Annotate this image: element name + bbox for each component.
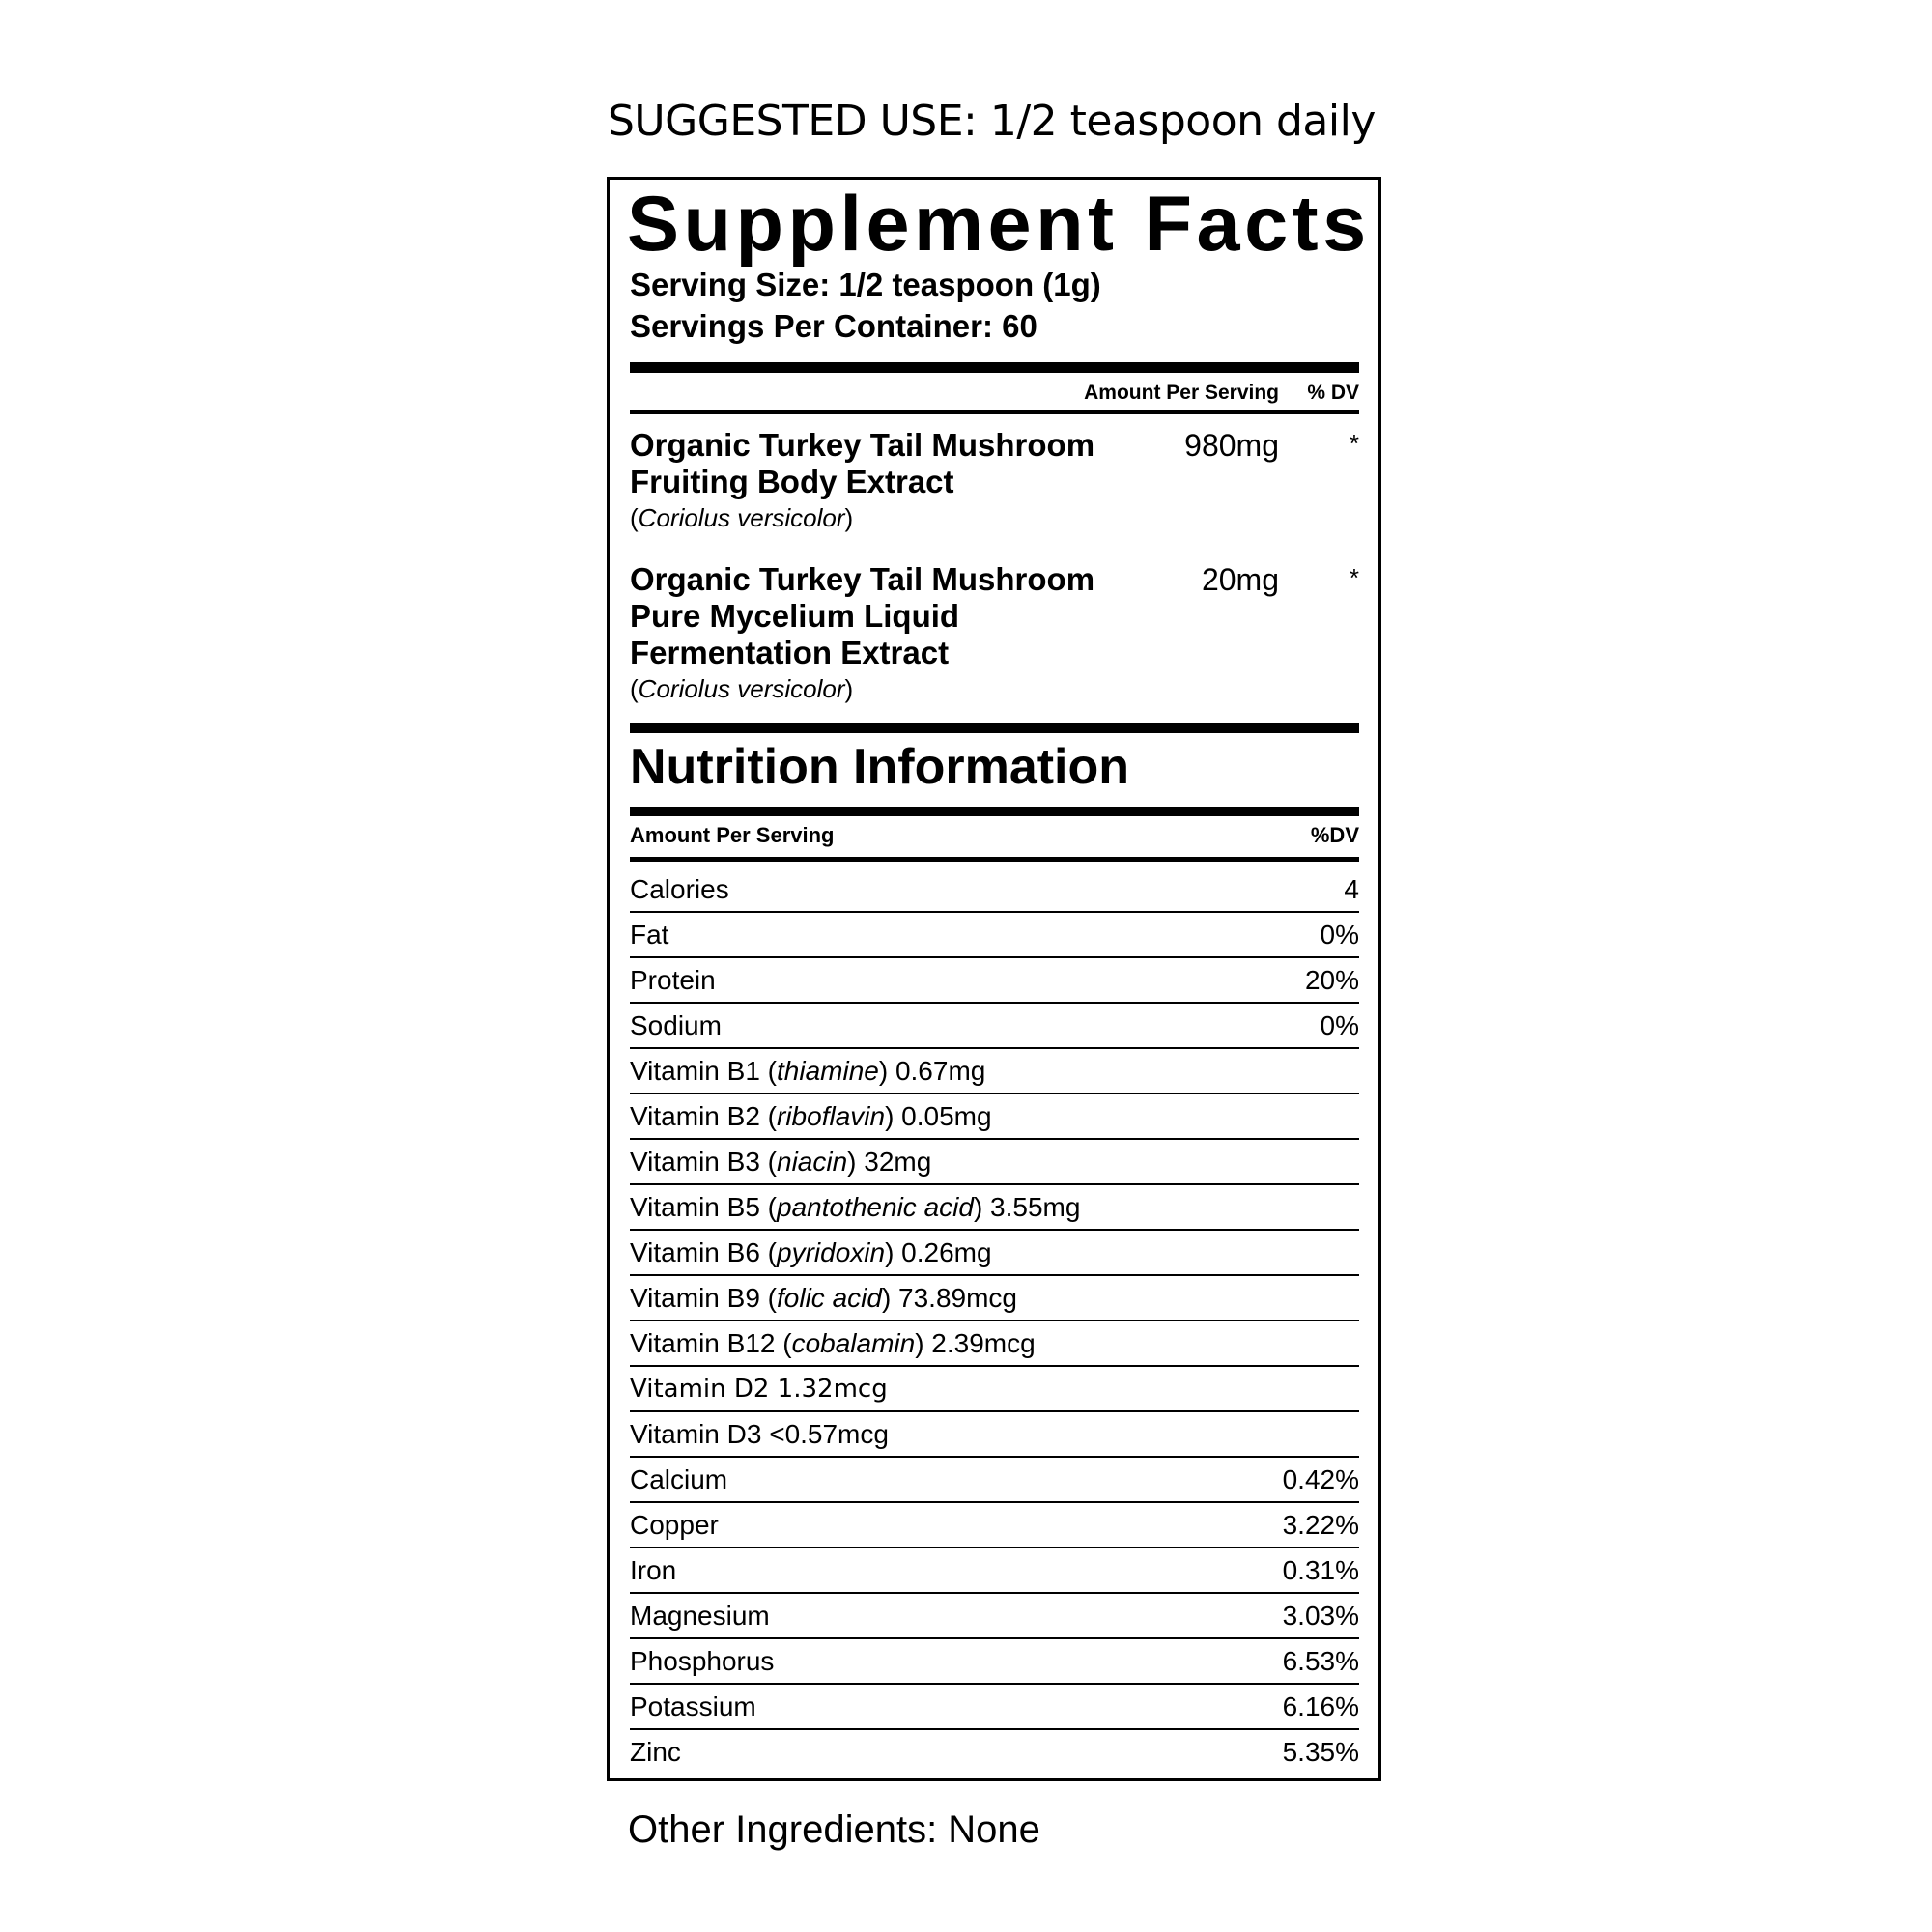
nutrient-label: Fat [630, 920, 669, 950]
nutrition-row [630, 913, 1359, 958]
thick-divider [630, 362, 1359, 373]
nutrition-row [630, 1367, 1359, 1412]
nutrition-row [630, 1685, 1359, 1730]
header-divider [630, 857, 1359, 862]
servings-per-container: Servings Per Container: 60 [630, 308, 1037, 344]
nutrition-row [630, 1049, 1359, 1094]
nutrient-value: 0.31% [1282, 1555, 1359, 1585]
nutrient-value: 6.16% [1282, 1691, 1359, 1721]
nutrition-row [630, 1503, 1359, 1548]
nutrition-row [630, 1594, 1359, 1639]
nutrient-value: 0% [1320, 920, 1359, 950]
nutrient-value: 0.42% [1282, 1464, 1359, 1494]
nutrient-value: 0% [1320, 1010, 1359, 1040]
nutrition-row [630, 1412, 1359, 1458]
ingredient-row [630, 561, 1359, 704]
nutrient-label: Zinc [630, 1737, 681, 1767]
nutrition-row [630, 1639, 1359, 1685]
nutrition-row [630, 867, 1359, 913]
nutrient-value: 20% [1304, 965, 1359, 995]
serving-size: Serving Size: 1/2 teaspoon (1g) [630, 267, 1101, 302]
thick-divider [630, 807, 1359, 816]
other-ingredients: Other Ingredients: None [628, 1808, 1040, 1851]
nutrient-value: 3.22% [1282, 1510, 1359, 1540]
nutrient-label: Sodium [630, 1010, 722, 1040]
nutrition-row [630, 1321, 1359, 1367]
nutrient-label: Vitamin B3 (niacin) 32mg [630, 1147, 932, 1177]
nutrient-label: Vitamin D2 1.32mcg [630, 1375, 888, 1404]
nutrient-value: 5.35% [1282, 1737, 1359, 1767]
ingredient-latin-name: (Coriolus versicolor) [630, 674, 854, 703]
nutrient-label: Calcium [630, 1464, 728, 1494]
nutrient-label: Vitamin D3 <0.57mcg [630, 1419, 889, 1449]
nutrient-value: 4 [1344, 874, 1359, 904]
nutrition-row [630, 1185, 1359, 1231]
nutrient-value: 3.03% [1282, 1601, 1359, 1631]
amount-per-serving-header: Amount Per Serving [1084, 382, 1279, 404]
nutrition-row [630, 1730, 1359, 1774]
nutrition-dv-header: %DV [1310, 823, 1359, 847]
ingredient-amount: 20mg [1201, 562, 1279, 597]
nutrition-amount-header: Amount Per Serving [630, 823, 835, 847]
nutrition-row [630, 958, 1359, 1004]
ingredient-row [630, 427, 1359, 533]
nutrient-label: Vitamin B1 (thiamine) 0.67mg [630, 1056, 986, 1086]
nutrition-row [630, 1276, 1359, 1321]
nutrient-label: Vitamin B12 (cobalamin) 2.39mcg [630, 1328, 1036, 1358]
nutrition-row [630, 1094, 1359, 1140]
nutrient-label: Phosphorus [630, 1646, 775, 1676]
nutrient-label: Vitamin B2 (riboflavin) 0.05mg [630, 1101, 992, 1131]
dv-header: % DV [1307, 382, 1359, 404]
nutrient-label: Protein [630, 965, 716, 995]
header-divider [630, 410, 1359, 414]
ingredient-name: Organic Turkey Tail Mushroom Pure Mycelium Liquid Fermentation Extract [630, 561, 1095, 670]
nutrient-value: 6.53% [1282, 1646, 1359, 1676]
nutrition-row [630, 1231, 1359, 1276]
nutrition-row [630, 1140, 1359, 1185]
ingredient-dv: * [1349, 563, 1359, 592]
suggested-use: SUGGESTED USE: 1/2 teaspoon daily [608, 97, 1376, 146]
thick-divider [630, 723, 1359, 733]
ingredient-dv: * [1349, 429, 1359, 458]
nutrient-label: Magnesium [630, 1601, 770, 1631]
nutrition-row [630, 1458, 1359, 1503]
nutrient-label: Vitamin B5 (pantothenic acid) 3.55mg [630, 1192, 1081, 1222]
supplement-facts-panel [607, 177, 1381, 1781]
nutrition-rows [630, 867, 1359, 1774]
nutrition-row [630, 1548, 1359, 1594]
nutrient-label: Vitamin B9 (folic acid) 73.89mcg [630, 1283, 1018, 1313]
supplement-facts-title: Supplement Facts [627, 181, 1371, 268]
nutrient-label: Potassium [630, 1691, 756, 1721]
ingredient-latin-name: (Coriolus versicolor) [630, 503, 854, 532]
nutrient-label: Calories [630, 874, 729, 904]
ingredient-amount: 980mg [1184, 428, 1279, 463]
ingredient-name: Organic Turkey Tail Mushroom Fruiting Body Extract [630, 427, 1095, 499]
nutrient-label: Iron [630, 1555, 677, 1585]
nutrition-row [630, 1004, 1359, 1049]
nutrient-label: Vitamin B6 (pyridoxin) 0.26mg [630, 1237, 992, 1267]
nutrition-information-title: Nutrition Information [630, 739, 1130, 795]
nutrient-label: Copper [630, 1510, 719, 1540]
